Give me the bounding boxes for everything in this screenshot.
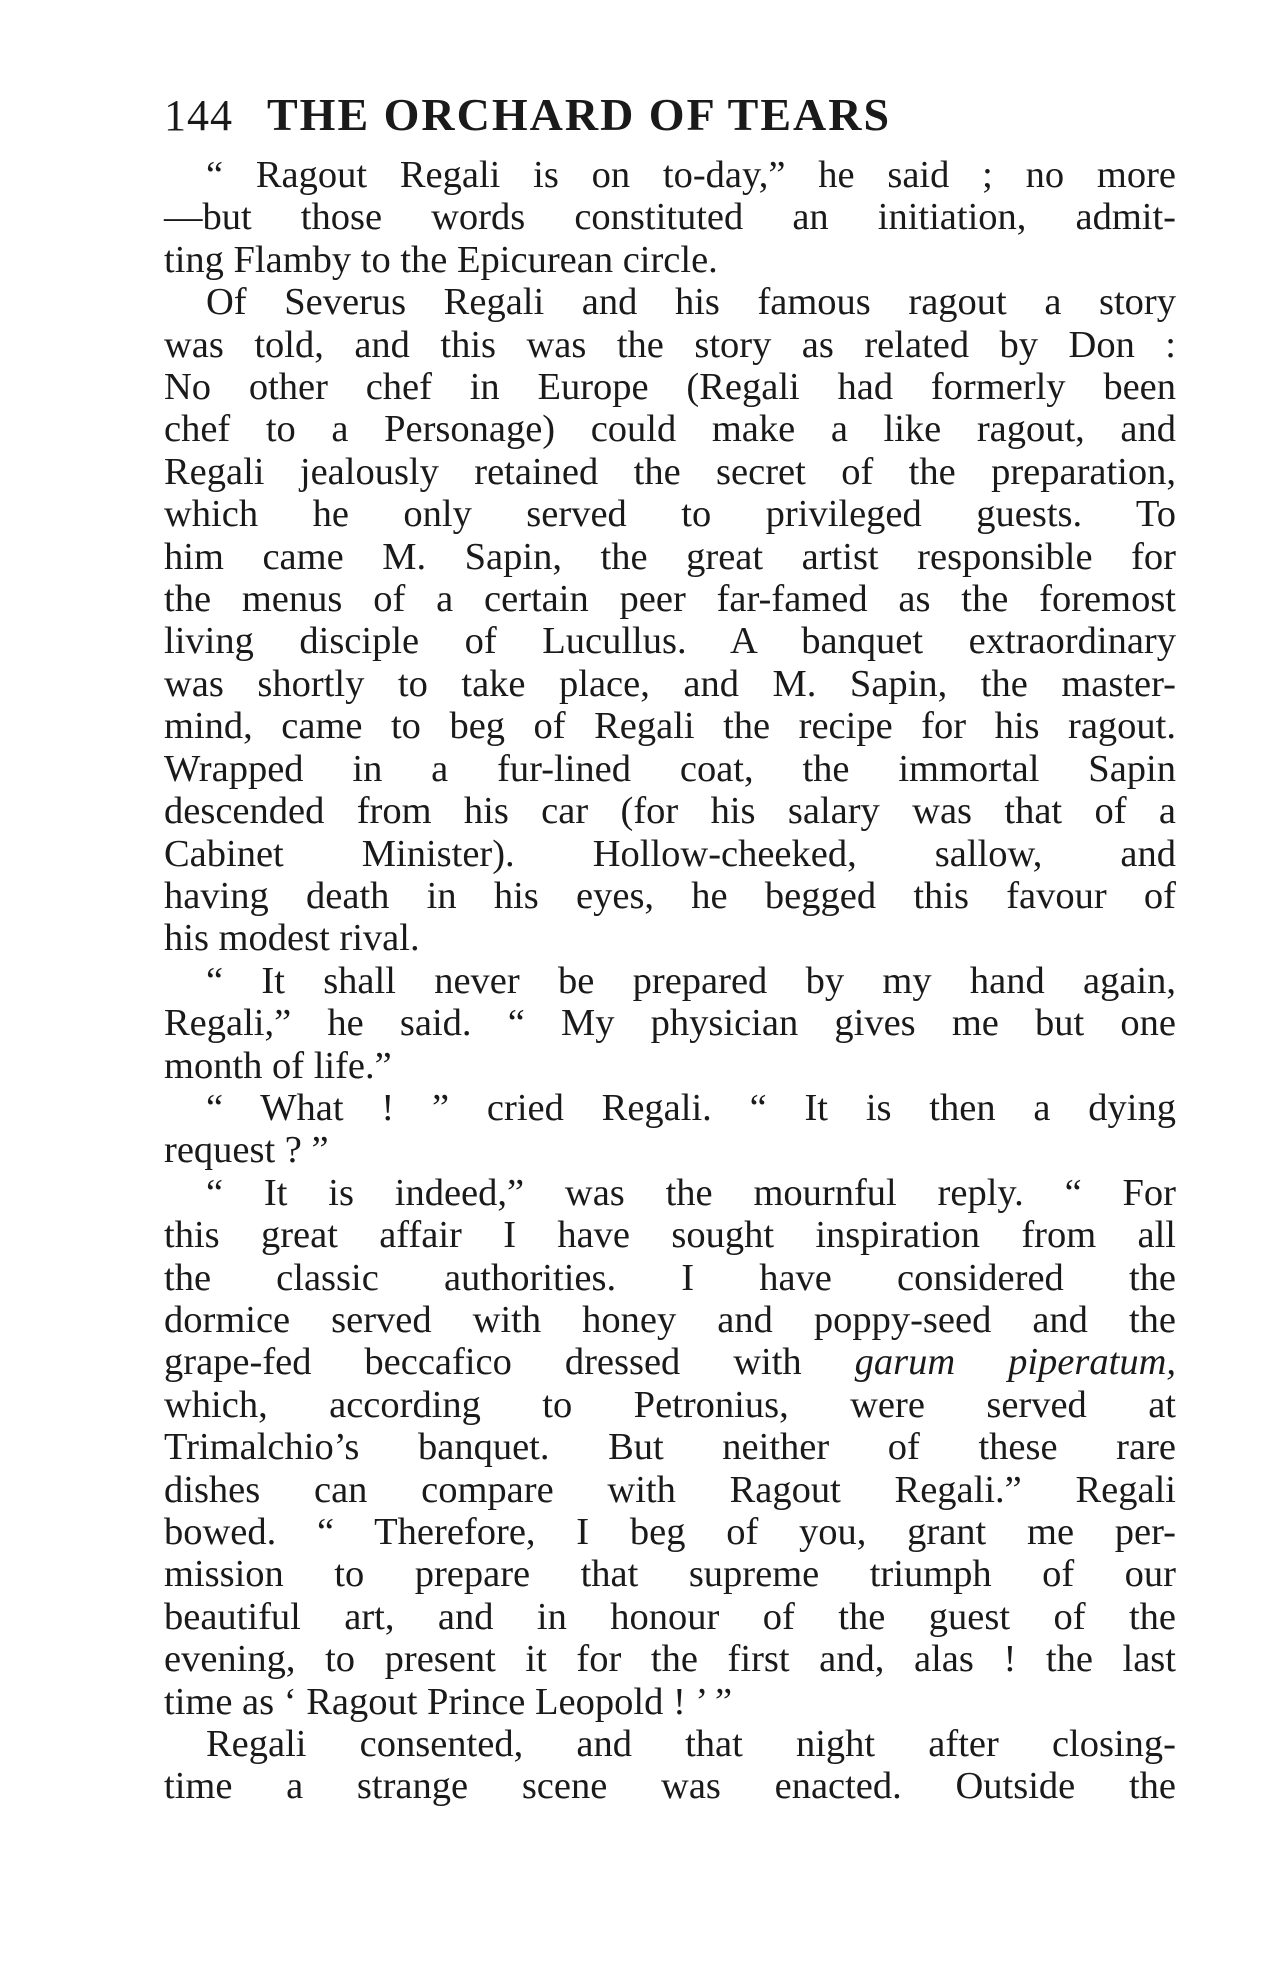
text-line: “ What ! ” cried Regali. “ It is then a dying (206, 1086, 1176, 1129)
text-line: Regali jealously retained the secret of the preparation, (164, 450, 1176, 493)
text-line: “ It shall never be prepared by my hand again, (206, 959, 1176, 1002)
running-head (164, 88, 1176, 146)
book-page (164, 88, 1176, 1808)
paragraph (164, 1723, 1176, 1808)
text-line: time a strange scene was enacted. Outside the (164, 1765, 1176, 1808)
text-line: dishes can compare with Ragout Regali.” Regali (164, 1468, 1176, 1511)
text-line: the classic authorities. I have considered the (164, 1256, 1176, 1299)
text-line: Wrapped in a fur-lined coat, the immortal Sapin (164, 747, 1176, 790)
italic-phrase: garum piperatum, (854, 1341, 1176, 1384)
text-line (164, 1341, 1176, 1383)
text-line: bowed. “ Therefore, I beg of you, grant me per- (164, 1511, 1176, 1553)
text-line: having death in his eyes, he begged this favour of (164, 874, 1176, 917)
text-line: evening, to present it for the first and, alas ! the last (164, 1638, 1176, 1681)
text-line: dormice served with honey and poppy-seed and the (164, 1298, 1176, 1341)
text-line: beautiful art, and in honour of the guest of the (164, 1595, 1176, 1638)
text-line: Of Severus Regali and his famous ragout a story (206, 281, 1176, 324)
running-title: THE ORCHARD OF TEARS (267, 89, 892, 140)
paragraph (164, 1087, 1176, 1172)
text-line: Cabinet Minister). Hollow-cheeked, sallow, and (164, 832, 1176, 875)
page-number: 144 (164, 91, 233, 140)
text-line: his modest rival. (164, 917, 420, 960)
text-line: was shortly to take place, and M. Sapin, the master- (164, 662, 1176, 705)
text-line: —but those words constituted an initiation, admit- (164, 196, 1176, 239)
text-line: No other chef in Europe (Regali had formerly been (164, 366, 1176, 409)
text-line: “ It is indeed,” was the mournful reply. “ For (206, 1171, 1176, 1214)
text-line: month of life.” (164, 1044, 392, 1087)
text-line: Regali consented, and that night after closing- (206, 1723, 1176, 1766)
text-line: Trimalchio’s banquet. But neither of these rare (164, 1426, 1176, 1469)
text-line: descended from his car (for his salary was that of a (164, 790, 1176, 833)
paragraph (164, 281, 1176, 960)
text-line: this great affair I have sought inspiration from all (164, 1214, 1176, 1257)
text-line: which, according to Petronius, were served at (164, 1383, 1176, 1426)
text-line: living disciple of Lucullus. A banquet extraordinary (164, 620, 1176, 663)
text-line: “ Ragout Regali is on to-day,” he said ; no more (206, 154, 1176, 196)
paragraph (164, 154, 1176, 281)
text-line: mind, came to beg of Regali the recipe for his ragout. (164, 705, 1176, 748)
text-line: him came M. Sapin, the great artist responsible for (164, 535, 1176, 578)
text-line: request ? ” (164, 1129, 329, 1172)
text-line: chef to a Personage) could make a like ragout, and (164, 408, 1176, 451)
body-text (164, 154, 1176, 1808)
text-line: the menus of a certain peer far-famed as the foremost (164, 578, 1176, 621)
text-line: Regali,” he said. “ My physician gives me but one (164, 1002, 1176, 1045)
paragraph (164, 1172, 1176, 1723)
text-line: which he only served to privileged guests. To (164, 493, 1176, 536)
text-line: mission to prepare that supreme triumph of our (164, 1553, 1176, 1596)
text-line: time as ‘ Ragout Prince Leopold ! ’ ” (164, 1680, 733, 1723)
paragraph (164, 960, 1176, 1087)
text-line: ting Flamby to the Epicurean circle. (164, 238, 718, 281)
text-line: was told, and this was the story as related by Don : (164, 323, 1176, 366)
text-run: grape-fed beccafico dressed with (164, 1341, 855, 1384)
